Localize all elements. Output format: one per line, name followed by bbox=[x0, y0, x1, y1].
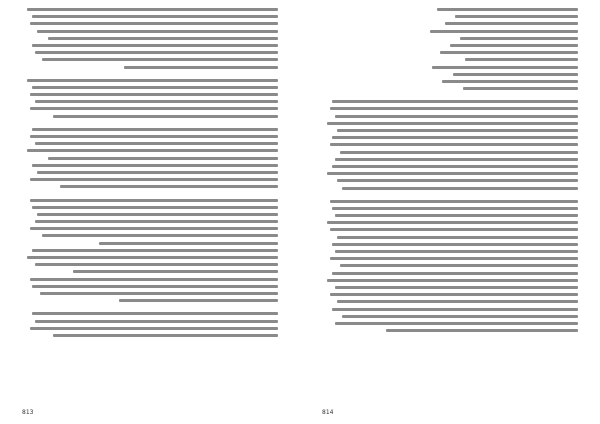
text-line bbox=[27, 8, 278, 11]
text-line bbox=[332, 207, 578, 210]
text-line bbox=[119, 299, 278, 302]
text-line bbox=[30, 327, 278, 330]
paragraph-gap bbox=[22, 122, 278, 128]
text-line bbox=[450, 44, 578, 47]
text-line bbox=[30, 107, 278, 110]
text-line bbox=[53, 334, 278, 337]
text-line bbox=[42, 234, 278, 237]
text-line bbox=[124, 66, 278, 69]
text-line bbox=[60, 185, 278, 188]
text-line bbox=[332, 308, 578, 311]
text-line bbox=[342, 315, 578, 318]
text-line bbox=[73, 270, 278, 273]
text-line bbox=[332, 165, 578, 168]
text-line bbox=[48, 37, 278, 40]
paragraph-gap bbox=[22, 73, 278, 79]
text-line bbox=[32, 312, 278, 315]
text-line bbox=[432, 66, 578, 69]
text-line bbox=[37, 213, 278, 216]
text-block-right bbox=[322, 8, 578, 402]
text-line bbox=[463, 87, 578, 90]
text-line bbox=[42, 58, 278, 61]
text-line bbox=[337, 236, 578, 239]
text-line bbox=[327, 221, 578, 224]
page-number-right: 814 bbox=[322, 409, 334, 416]
text-line bbox=[30, 227, 278, 230]
text-line bbox=[30, 93, 278, 96]
text-line bbox=[30, 178, 278, 181]
text-line bbox=[437, 8, 578, 11]
text-line bbox=[327, 279, 578, 282]
text-line bbox=[430, 30, 578, 33]
text-line bbox=[30, 278, 278, 281]
text-line bbox=[32, 249, 278, 252]
text-line bbox=[335, 214, 578, 217]
text-line bbox=[37, 30, 278, 33]
text-line bbox=[32, 206, 278, 209]
text-line bbox=[460, 37, 578, 40]
text-line bbox=[32, 285, 278, 288]
text-line bbox=[330, 228, 578, 231]
text-line bbox=[40, 292, 278, 295]
text-line bbox=[30, 135, 278, 138]
text-line bbox=[337, 300, 578, 303]
text-line bbox=[332, 243, 578, 246]
text-line bbox=[330, 200, 578, 203]
text-line bbox=[337, 179, 578, 182]
text-line bbox=[335, 158, 578, 161]
text-line bbox=[330, 107, 578, 110]
text-line bbox=[442, 80, 578, 83]
text-line bbox=[330, 143, 578, 146]
text-line bbox=[30, 199, 278, 202]
text-line bbox=[37, 171, 278, 174]
paragraph-gap bbox=[322, 194, 578, 200]
text-line bbox=[332, 136, 578, 139]
text-line bbox=[32, 128, 278, 131]
text-line bbox=[27, 256, 278, 259]
text-line bbox=[342, 187, 578, 190]
text-line bbox=[99, 242, 278, 245]
text-line bbox=[32, 86, 278, 89]
text-line bbox=[35, 142, 278, 145]
text-line bbox=[35, 220, 278, 223]
text-line bbox=[455, 15, 578, 18]
text-line bbox=[32, 15, 278, 18]
text-line bbox=[327, 172, 578, 175]
text-line bbox=[335, 286, 578, 289]
text-line bbox=[35, 320, 278, 323]
text-line bbox=[445, 22, 578, 25]
text-line bbox=[330, 257, 578, 260]
text-line bbox=[330, 293, 578, 296]
text-line bbox=[335, 250, 578, 253]
text-line bbox=[53, 115, 278, 118]
page-right bbox=[300, 0, 600, 424]
text-line bbox=[337, 129, 578, 132]
text-line bbox=[32, 44, 278, 47]
text-line bbox=[386, 329, 578, 332]
text-line bbox=[48, 157, 278, 160]
text-line bbox=[453, 73, 578, 76]
text-block-left bbox=[22, 8, 278, 402]
text-line bbox=[335, 322, 578, 325]
text-line bbox=[440, 51, 578, 54]
text-line bbox=[32, 164, 278, 167]
text-line bbox=[27, 149, 278, 152]
text-line bbox=[327, 122, 578, 125]
text-line bbox=[35, 51, 278, 54]
text-line bbox=[27, 79, 278, 82]
text-line bbox=[35, 263, 278, 266]
text-line bbox=[35, 100, 278, 103]
text-line bbox=[332, 272, 578, 275]
text-line bbox=[30, 22, 278, 25]
text-line bbox=[340, 264, 578, 267]
text-line bbox=[340, 151, 578, 154]
text-line bbox=[465, 58, 578, 61]
text-line bbox=[332, 100, 578, 103]
page-number-left: 813 bbox=[22, 409, 34, 416]
paragraph-gap bbox=[22, 193, 278, 199]
text-line bbox=[335, 115, 578, 118]
